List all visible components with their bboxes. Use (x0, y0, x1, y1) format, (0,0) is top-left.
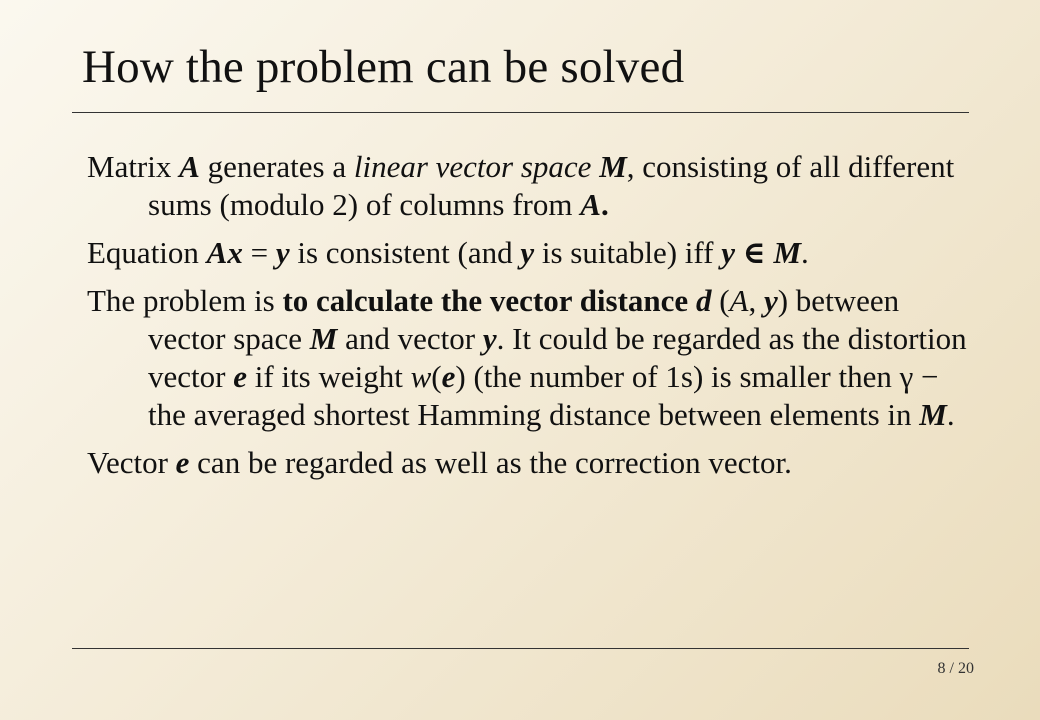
text-run: y (275, 235, 290, 270)
text-run: ( (431, 359, 442, 394)
text-run: y ∈ M (721, 235, 802, 270)
paragraph-correction-vector (87, 444, 967, 482)
text-run: . (946, 397, 955, 432)
text-run: e (175, 445, 190, 480)
text-run: linear vector space (353, 149, 592, 184)
text-run: Vector (87, 445, 176, 480)
text-run: is suitable) iff (534, 235, 722, 270)
text-run: . It could be regarded as the distortion vector (148, 321, 967, 394)
text-run: A (179, 149, 200, 184)
paragraph-linear-space (87, 148, 967, 224)
text-run: . (600, 187, 609, 222)
text-run: The problem is (87, 283, 283, 318)
text-run: Equation (87, 235, 207, 270)
paragraph-problem-statement (87, 282, 967, 434)
slide-title: How the problem can be solved (82, 41, 685, 93)
text-run: Matrix (87, 149, 180, 184)
text-run: M (599, 149, 627, 184)
text-run: ) (the number of 1s) is smaller then γ − the averaged shortest Hamming distance between elements in (148, 359, 939, 432)
slide-body (87, 148, 967, 492)
text-run: , consisting of all different sums (modulo 2) of columns from (148, 149, 955, 222)
text-run: ( (711, 283, 730, 318)
text-run: is consistent (and (289, 235, 521, 270)
text-run: ) between vector space (148, 283, 900, 356)
text-run: w (410, 359, 432, 394)
text-run: if its weight (246, 359, 411, 394)
text-run: e (441, 359, 456, 394)
text-run: e (233, 359, 247, 394)
text-run: A (580, 187, 601, 222)
text-run: , (748, 283, 764, 318)
text-run: M (309, 321, 338, 356)
paragraph-consistency (87, 234, 967, 272)
page-number: 8 / 20 (937, 660, 974, 677)
text-run: can be regarded as well as the correction vector. (189, 445, 792, 480)
text-run: generates a (199, 149, 354, 184)
title-divider (72, 112, 969, 113)
text-run: M (919, 397, 947, 432)
text-run: to calculate the vector distance (282, 283, 696, 318)
text-run: A (729, 283, 749, 318)
text-run: and vector (337, 321, 483, 356)
text-run: y (520, 235, 535, 270)
text-run: . (801, 235, 809, 270)
text-run: = (242, 235, 276, 270)
text-run: y (482, 321, 497, 356)
text-run: Ax (206, 235, 243, 270)
text-run: y (763, 283, 778, 318)
text-run: d (695, 283, 712, 318)
footer-divider (72, 648, 969, 649)
